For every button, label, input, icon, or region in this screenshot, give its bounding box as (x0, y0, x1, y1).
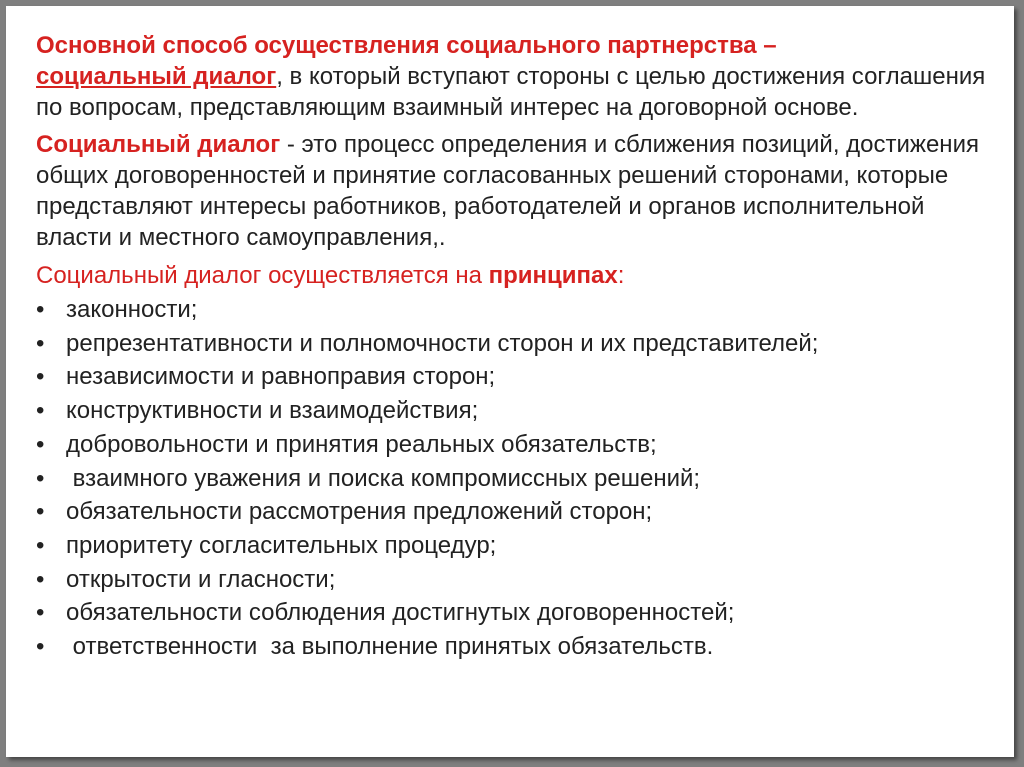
principles-list (36, 293, 998, 664)
list-item: • открытости и гласности; (36, 563, 998, 597)
list-item: • конструктивности и взаимодействия; (36, 394, 998, 428)
paragraph-main-method (36, 30, 998, 123)
list-item: • взаимного уважения и поиска компромиссных решений; (36, 462, 998, 496)
list-item: • обязательности соблюдения достигнутых договоренностей; (36, 596, 998, 630)
slide (6, 6, 1014, 757)
slide-content (36, 30, 998, 664)
list-item: • законности; (36, 293, 998, 327)
definition-term: Социальный диалог (36, 131, 281, 158)
principles-intro-end: : (617, 262, 625, 289)
main-method-rest: , в который вступают стороны с целью достижения соглашения по вопросам, представляющим взаимный интерес на договорной основе. (36, 63, 986, 121)
principles-intro (36, 260, 998, 291)
list-item: • независимости и равноправия сторон; (36, 360, 998, 394)
list-item: • приоритету согласительных процедур; (36, 529, 998, 563)
social-dialog-term-underlined: социальный диалог (36, 63, 277, 90)
definition-text: - это процесс определения и сближения позиций, достижения общих договоренностей и принятие согласованных решений сторонами, которые представляют интересы работников, работодателей и органов исполнительной власти и местного самоуправления,. (36, 131, 979, 251)
principles-intro-text: Социальный диалог осуществляется на (36, 262, 489, 289)
main-method-lead: Основной способ осуществления социального партнерства – (36, 32, 777, 59)
list-item: • ответственности за выполнение принятых обязательств. (36, 630, 998, 664)
paragraph-definition (36, 129, 998, 253)
list-item: • репрезентативности и полномочности сторон и их представителей; (36, 327, 998, 361)
list-item: • обязательности рассмотрения предложений сторон; (36, 495, 998, 529)
principles-intro-bold: принципах (488, 262, 618, 289)
list-item: • добровольности и принятия реальных обязательств; (36, 428, 998, 462)
